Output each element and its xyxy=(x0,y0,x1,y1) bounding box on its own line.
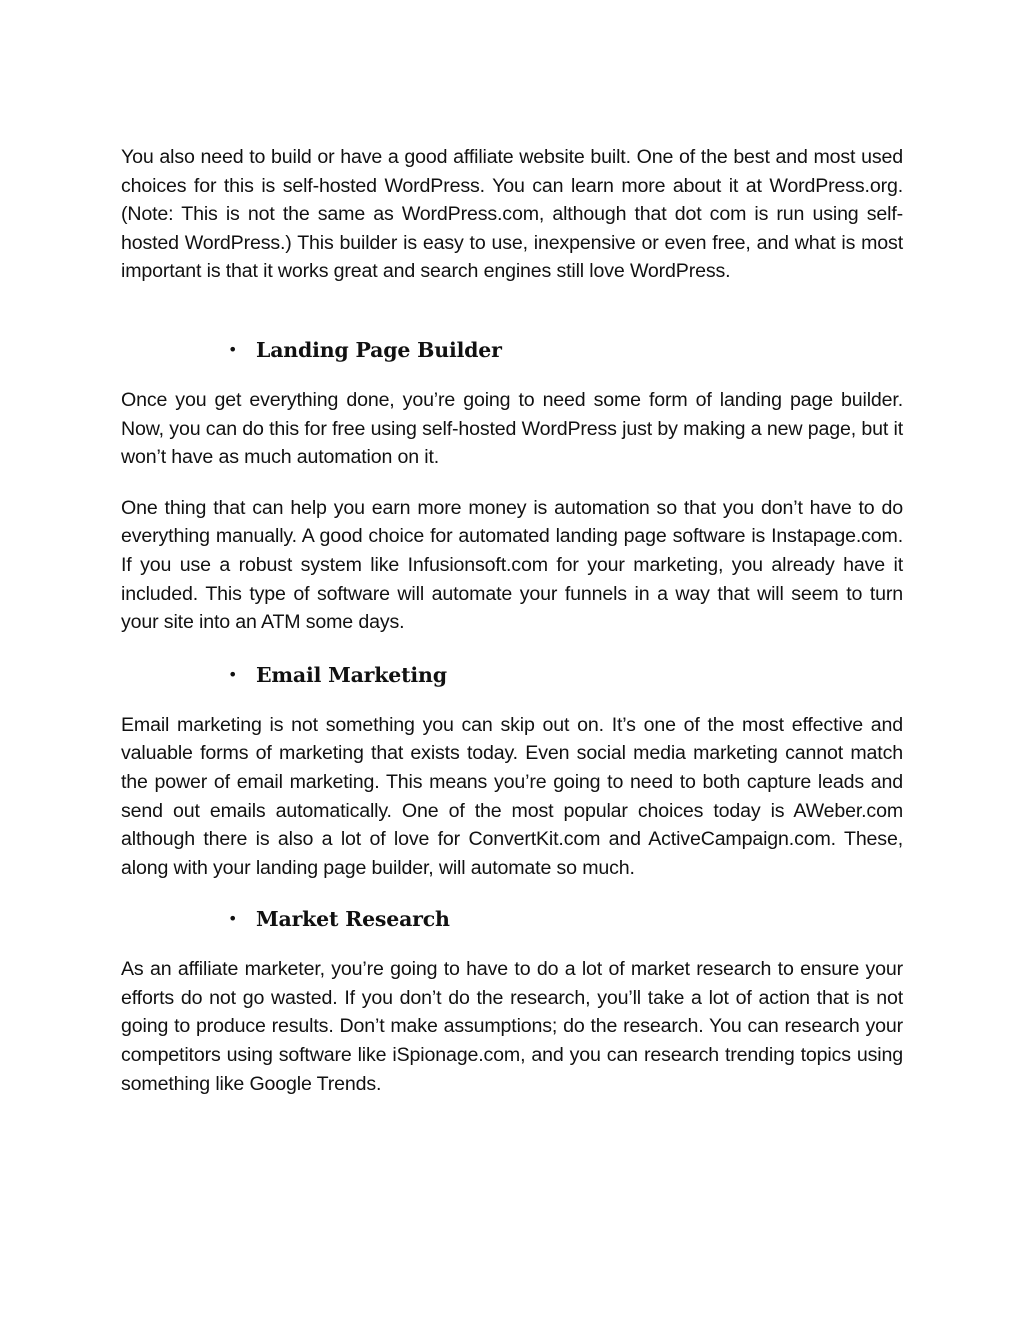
bullet-icon: • xyxy=(228,909,238,929)
section-heading-email-marketing xyxy=(121,660,903,690)
email-marketing-paragraph: Email marketing is not something you can skip out on. It’s one of the most effective and valuable forms of marketing that exists today. Even social media marketing cannot match the power of email marketing. This means you’re going to need to both capture leads and send out emails automatically. One of the most popular choices today is AWeber.com although there is also a lot of love for ConvertKit.com and ActiveCampaign.com. These, along with your landing page builder, will automate so much. xyxy=(121,713,903,879)
document-body xyxy=(121,143,903,1098)
section-heading-text: Email Marketing xyxy=(256,662,447,687)
landing-page-paragraph-1: Once you get everything done, you’re going to need some form of landing page builder. Now, you can do this for free using self-hosted WordPress just by making a new page, but it won’t have as much automation on it. xyxy=(121,388,903,469)
section-heading-landing-page-builder xyxy=(121,335,903,365)
section-heading-market-research xyxy=(121,904,903,934)
landing-page-paragraph-2: One thing that can help you earn more money is automation so that you don’t have to do everything manually. A good choice for automated landing page software is Instapage.com. If you use a robust system like Infusionsoft.com for your marketing, you already have it included. This type of software will automate your funnels in a way that will seem to turn your site into an ATM some days. xyxy=(121,496,903,634)
bullet-icon: • xyxy=(228,664,238,684)
section-heading-text: Landing Page Builder xyxy=(256,337,502,362)
market-research-paragraph: As an affiliate marketer, you’re going to have to do a lot of market research to ensure your efforts do not go wasted. If you don’t do the research, you’ll take a lot of action that is not going to produce results. Don’t make assumptions; do the research. You can research your competitors using software like iSpionage.com, and you can research trending topics using something like Google Trends. xyxy=(121,958,903,1095)
intro-paragraph: You also need to build or have a good affiliate website built. One of the best and most used choices for this is self-hosted WordPress. You can learn more about it at WordPress.org. (Note: This is not the same as WordPress.com, although that dot com is run using self-hosted WordPress.) This builder is easy to use, inexpensive or even free, and what is most important is that it works great and search engines still love WordPress. xyxy=(121,146,903,283)
bullet-icon: • xyxy=(228,339,238,359)
section-heading-text: Market Research xyxy=(256,907,450,932)
